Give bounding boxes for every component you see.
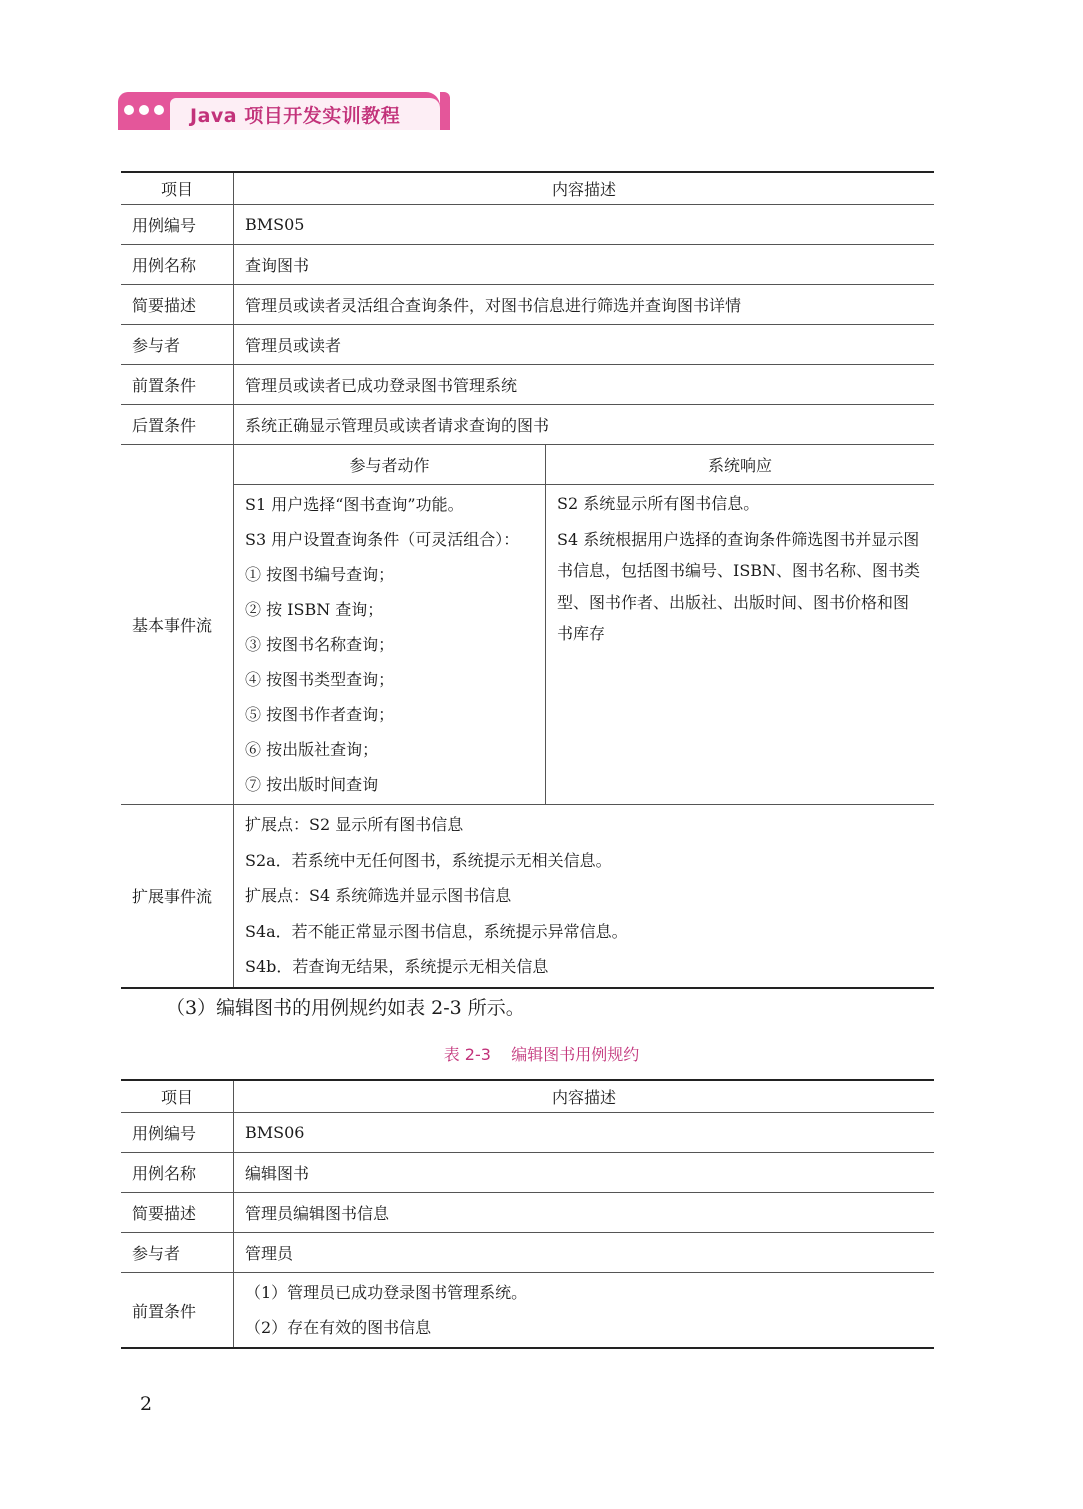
actor-step: ① 按图书编号查询； [245, 565, 395, 584]
row-value: 管理员或读者 [234, 325, 935, 365]
ext-line: S4b．若查询无结果，系统提示无相关信息 [245, 957, 549, 976]
actor-header: 参与者动作 [234, 445, 546, 485]
precondition-line: （1）管理员已成功登录图书管理系统。 [245, 1283, 528, 1302]
table-caption: 表 2-3 编辑图书用例规约 [443, 1045, 640, 1064]
body-paragraph: （3）编辑图书的用例规约如表 2-3 所示。 [166, 997, 525, 1019]
row-label: 参与者 [121, 325, 234, 365]
precondition-label: 前置条件 [121, 1273, 234, 1349]
header-dots-icon [124, 105, 164, 115]
row-label: 用例名称 [121, 245, 234, 285]
row-value: 管理员编辑图书信息 [234, 1193, 935, 1233]
col-header-item: 项目 [121, 172, 234, 205]
basic-flow-label: 基本事件流 [121, 445, 234, 805]
precondition-lines [234, 1273, 935, 1349]
row-value: 系统正确显示管理员或读者请求查询的图书 [234, 405, 935, 445]
ext-line: 扩展点：S4 系统筛选并显示图书信息 [245, 886, 512, 905]
dot-icon [139, 105, 149, 115]
header-band-tail [440, 92, 450, 130]
row-value: BMS06 [234, 1113, 935, 1153]
page-number: 2 [140, 1393, 153, 1415]
row-value: 查询图书 [234, 245, 935, 285]
precondition-line: （2）存在有效的图书信息 [245, 1318, 432, 1337]
use-case-table-bms05 [121, 171, 934, 989]
row-label: 简要描述 [121, 1193, 234, 1233]
row-label: 用例编号 [121, 1113, 234, 1153]
actor-step: ② 按 ISBN 查询； [245, 600, 384, 619]
system-step: S4 系统根据用户选择的查询条件筛选图书并显示图书信息，包括图书编号、ISBN、图书名称、图书类型、图书作者、出版社、出版时间、图书价格和图书库存 [557, 529, 921, 643]
row-label: 用例编号 [121, 205, 234, 245]
actor-step: ⑦ 按出版时间查询 [245, 775, 379, 794]
actor-step: ⑥ 按出版社查询； [245, 740, 379, 759]
ext-line: S2a．若系统中无任何图书，系统提示无相关信息。 [245, 850, 612, 870]
row-label: 简要描述 [121, 285, 234, 325]
actor-step: ④ 按图书类型查询； [245, 670, 395, 689]
system-header: 系统响应 [546, 445, 935, 485]
actor-step: S3 用户设置查询条件（可灵活组合）： [245, 530, 520, 549]
row-label: 前置条件 [121, 365, 234, 405]
row-value: 管理员或读者已成功登录图书管理系统 [234, 365, 935, 405]
row-value: 编辑图书 [234, 1153, 935, 1193]
col-header-desc: 内容描述 [234, 1080, 935, 1113]
col-header-item: 项目 [121, 1080, 234, 1113]
row-label: 后置条件 [121, 405, 234, 445]
row-value: 管理员或读者灵活组合查询条件，对图书信息进行筛选并查询图书详情 [234, 285, 935, 325]
ext-line: S4a．若不能正常显示图书信息，系统提示异常信息。 [245, 921, 628, 941]
row-label: 参与者 [121, 1233, 234, 1273]
dot-icon [124, 105, 134, 115]
system-steps [546, 485, 935, 805]
ext-flow-label: 扩展事件流 [121, 805, 234, 988]
actor-steps [234, 485, 546, 805]
system-step: S2 系统显示所有图书信息。 [557, 494, 760, 513]
col-header-desc: 内容描述 [234, 172, 935, 205]
actor-step: ⑤ 按图书作者查询； [245, 705, 395, 724]
running-header [118, 92, 452, 130]
row-label: 用例名称 [121, 1153, 234, 1193]
dot-icon [154, 105, 164, 115]
use-case-table-bms06 [121, 1079, 934, 1349]
row-value: BMS05 [234, 205, 935, 245]
ext-line: 扩展点：S2 显示所有图书信息 [245, 815, 464, 834]
book-title: Java 项目开发实训教程 [190, 105, 401, 127]
actor-step: S1 用户选择“图书查询”功能。 [245, 495, 464, 514]
row-value: 管理员 [234, 1233, 935, 1273]
ext-flow-lines [234, 805, 935, 988]
actor-step: ③ 按图书名称查询； [245, 635, 395, 654]
